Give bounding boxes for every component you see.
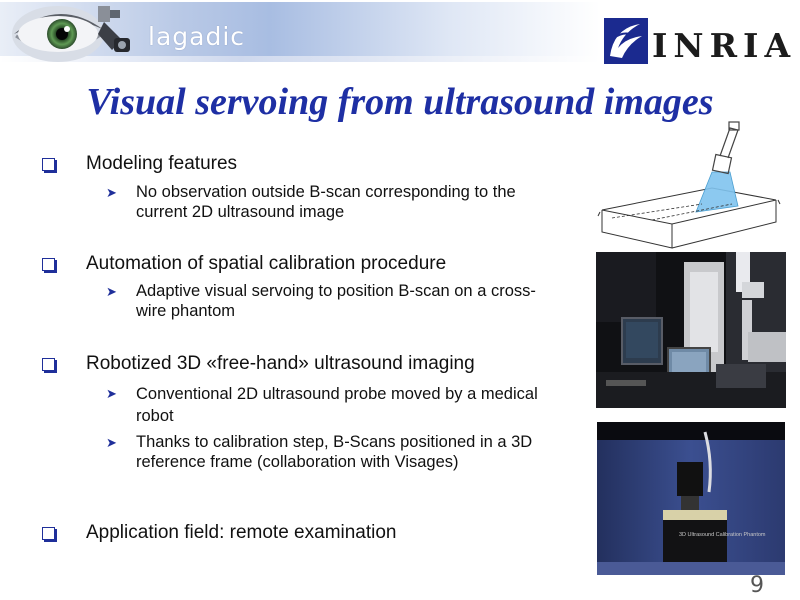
square-bullet-icon <box>42 158 55 171</box>
bullet-text: Robotized 3D «free-hand» ultrasound imaging <box>86 353 475 374</box>
arrow-bullet-icon: ➤ <box>106 284 117 299</box>
phantom-label: 3D Ultrasound Calibration Phantom <box>679 532 766 538</box>
square-bullet-icon <box>42 258 55 271</box>
institute-name: INRIA <box>652 26 797 65</box>
arrow-bullet-icon: ➤ <box>106 386 117 401</box>
sub-bullet-text: Thanks to calibration step, B-Scans positioned in a 3D reference frame (collaboration with Visages) <box>136 433 533 471</box>
bullet-text: Application field: remote examination <box>86 522 397 543</box>
page-number: 9 <box>750 573 764 598</box>
robot-lab-photo <box>596 252 786 408</box>
sub-bullet-text: No observation outside B-scan corresponding to the current 2D ultrasound image <box>136 183 516 221</box>
sub-bullet-text: Adaptive visual servoing to position B-scan on a cross-wire phantom <box>136 282 536 320</box>
sub-bullet-text: Conventional 2D ultrasound probe moved by a medical robot <box>136 385 538 425</box>
calibration-phantom-photo <box>597 422 785 575</box>
slide-title: Visual servoing from ultrasound images <box>86 81 714 123</box>
square-bullet-icon <box>42 527 55 540</box>
bullet-text: Automation of spatial calibration procedure <box>86 253 447 274</box>
lab-name: lagadic <box>148 22 246 51</box>
bullet-text: Modeling features <box>86 153 238 174</box>
arrow-bullet-icon: ➤ <box>106 435 117 450</box>
square-bullet-icon <box>42 358 55 371</box>
arrow-bullet-icon: ➤ <box>106 185 117 200</box>
ultrasound-probe-diagram <box>592 120 784 250</box>
